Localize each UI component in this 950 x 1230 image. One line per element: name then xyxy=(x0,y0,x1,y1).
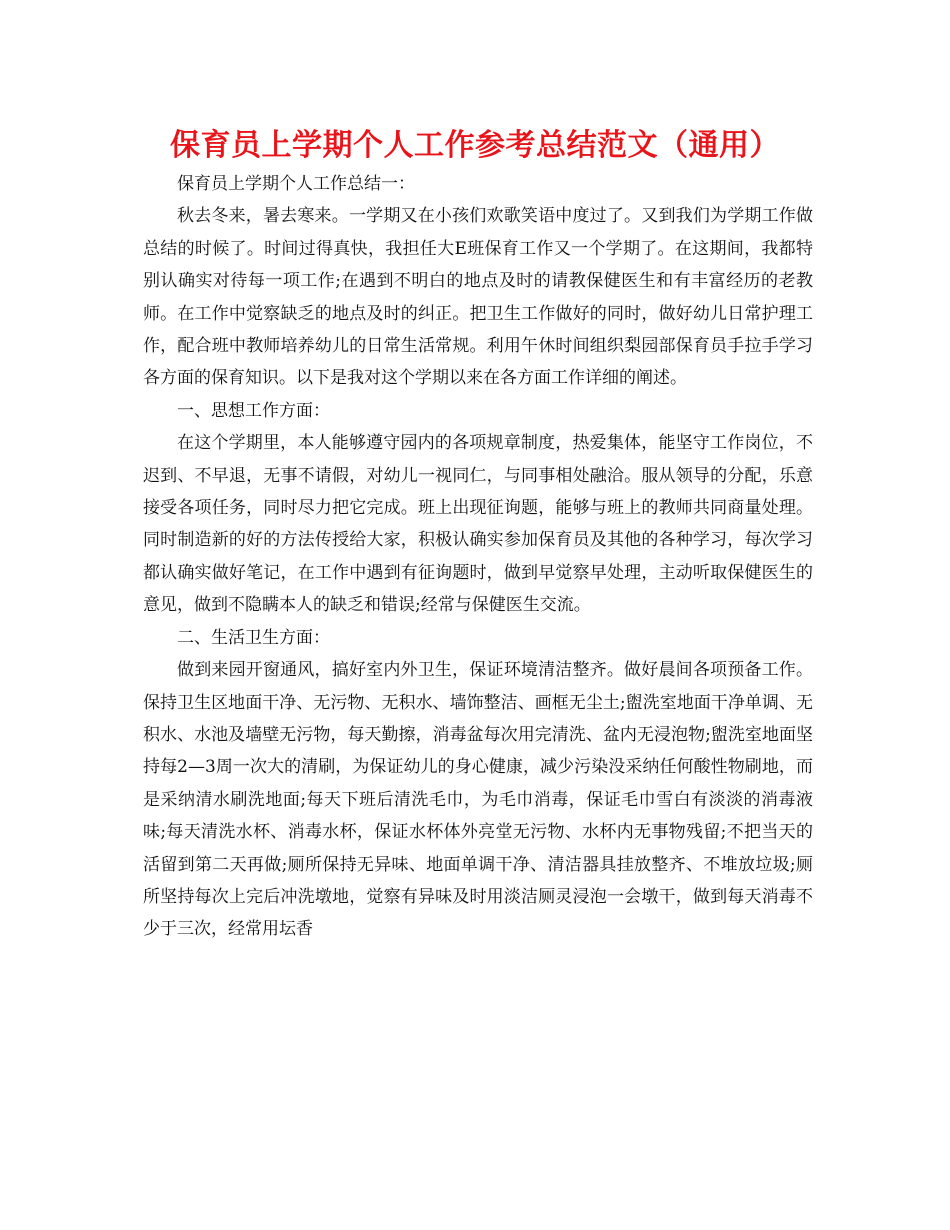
paragraph-thought-work: 在这个学期里，本人能够遵守园内的各项规章制度，热爱集体，能坚守工作岗位，不迟到、不早退，无事不请假，对幼儿一视同仁，与同事相处融洽。服从领导的分配，乐意接受各项任务，同时尽力把它完成。班上出现征询题，能够与班上的教师共同商量处理。同时制造新的好的方法传授给大家，积极认确实参加保育员及其他的各种学习，每次学习都认确实做好笔记，在工作中遇到有征询题时，做到早觉察早处理，主动听取保健医生的意见，做到不隐瞒本人的缺乏和错误;经常与保健医生交流。 xyxy=(143,433,813,616)
section-heading-thought-work: 一、思想工作方面： xyxy=(177,400,330,421)
paragraph-overview: 秋去冬来，暑去寒来。一学期又在小孩们欢歌笑语中度过了。又到我们为学期工作做总结的时候了。时间过得真快，我担任大E班保育工作又一个学期了。在这期间，我都特别认确实对待每一项工作;在遇到不明白的地点及时的请教保健医生和有丰富经历的老教师。在工作中觉察缺乏的地点及时的纠正。把卫生工作做好的同时，做好幼儿日常护理工作，配合班中教师培养幼儿的日常生活常规。利用午休时间组织梨园部保育员手拉手学习各方面的保育知识。以下是我对这个学期以来在各方面工作详细的阐述。 xyxy=(143,206,813,389)
paragraph-summary-intro: 保育员上学期个人工作总结一： xyxy=(177,174,415,194)
paragraph-hygiene: 做到来园开窗通风，搞好室内外卫生，保证环境清洁整齐。做好晨间各项预备工作。保持卫生区地面干净、无污物、无积水、墙饰整洁、画框无尘土;盥洗室地面干净单调、无积水、水池及墙壁无污物，每天勤擦，消毒盆每次用完清洗、盆内无浸泡物;盥洗室地面坚持每2—3周一次大的清刷，为保证幼儿的身心健康，减少污染没采纳任何酸性物刷地，而是采纳清水刷洗地面;每天下班后清洗毛巾，为毛巾消毒，保证毛巾雪白有淡淡的消毒液味;每天清洗水杯、消毒水杯，保证水杯体外亮堂无污物、水杯内无事物残留;不把当天的活留到第二天再做;厕所保持无异味、地面单调干净、清洁器具挂放整齐、不堆放垃圾;厕所坚持每次上完后冲洗墩地，觉察有异味及时用淡洁厕灵浸泡一会墩干，做到每天消毒不少于三次，经常用坛香 xyxy=(143,660,813,940)
document-title: 保育员上学期个人工作参考总结范文（通用） xyxy=(170,128,780,163)
document-body xyxy=(143,168,813,946)
section-heading-hygiene: 二、生活卫生方面： xyxy=(177,627,330,648)
